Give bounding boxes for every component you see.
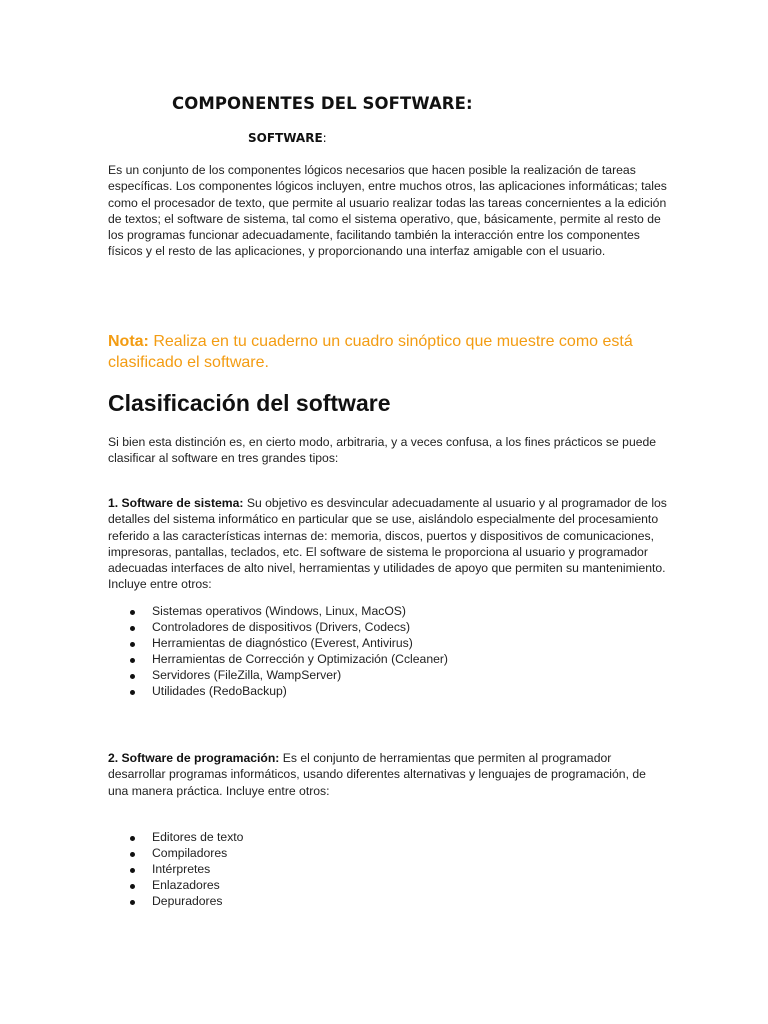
programming-software-paragraph [108, 750, 668, 799]
list-item [130, 636, 448, 652]
subtitle-label: SOFTWARE [248, 131, 323, 145]
list-item [130, 830, 243, 846]
list-item-text: Controladores de dispositivos (Drivers, Codecs) [152, 619, 411, 634]
list-item [130, 878, 243, 894]
system-software-text: Su objetivo es desvincular adecuadamente al usuario y al programador de los detalles del sistema informático en particular que se use, aislándolo especialmente del procesamiento referido a las características internas de: memoria, discos, puertos y dispositivos de comunicaciones, impresoras, pantallas, teclados, etc. El software de sistema le proporciona al usuario y programador adecuadas interfaces de alto nivel, herramientas y utilidades de apoyo que permiten su mantenimiento. Incluye entre otros: [108, 496, 667, 592]
note-paragraph [108, 332, 668, 373]
bullet-icon [130, 674, 135, 679]
system-software-paragraph [108, 495, 668, 593]
list-item [130, 862, 243, 878]
subtitle-colon: : [322, 131, 327, 145]
list-item-text: Herramientas de Corrección y Optimización (Ccleaner) [152, 651, 448, 666]
list-item-text: Sistemas operativos (Windows, Linux, MacOS) [152, 604, 406, 618]
list-item [130, 652, 448, 668]
bullet-icon [130, 852, 135, 857]
list-item-text: Compiladores [152, 845, 228, 860]
bullet-icon [130, 900, 135, 905]
bullet-icon [130, 610, 135, 615]
programming-software-text: Es el conjunto de herramientas que permiten al programador desarrollar programas informáticos, usando diferentes alternativas y lenguajes de programación, de una manera práctica. Incluye entre otros: [108, 751, 646, 798]
document-title: COMPONENTES DEL SOFTWARE: [172, 94, 473, 113]
bullet-icon [130, 836, 135, 841]
bullet-icon [130, 626, 135, 631]
section-heading: Clasificación del software [108, 390, 391, 416]
list-item-text: Depuradores [152, 893, 223, 908]
system-software-list [130, 604, 448, 699]
list-item [130, 604, 448, 620]
note-label: Nota: [108, 333, 149, 350]
bullet-icon [130, 868, 135, 873]
list-item [130, 894, 243, 910]
list-item-text: Utilidades (RedoBackup) [152, 683, 287, 698]
list-item [130, 846, 243, 862]
list-item [130, 668, 448, 684]
note-text: Realiza en tu cuaderno un cuadro sinóptico que muestre como está clasificado el software. [108, 333, 633, 371]
list-item-text: Servidores (FileZilla, WampServer) [152, 667, 342, 682]
list-item-text: Herramientas de diagnóstico (Everest, Antivirus) [152, 635, 413, 650]
classification-intro: Si bien esta distinción es, en cierto modo, arbitraria, y a veces confusa, a los fines prácticos se puede clasificar al software en tres grandes tipos: [108, 435, 657, 466]
bullet-icon [130, 690, 135, 695]
system-software-label: 1. Software de sistema: [108, 496, 244, 510]
intro-paragraph: Es un conjunto de los componentes lógicos necesarios que hacen posible la realización de tareas específicas. Los componentes lógicos incluyen, entre muchos otros, las aplicaciones informáticas; tales como el procesador de texto, que permite al usuario realizar todas las tareas concernientes a la edición de textos; el software de sistema, tal como el sistema operativo, que, básicamente, permite al resto de los programas funcionar adecuadamente, facilitando también la interacción entre los componentes físicos y el resto de las aplicaciones, y proporcionando una interfaz amigable con el usuario. [108, 163, 667, 259]
programming-software-list [130, 830, 243, 910]
list-item-text: Intérpretes [152, 861, 211, 876]
software-subtitle [248, 131, 327, 145]
programming-software-label: 2. Software de programación: [108, 751, 280, 765]
bullet-icon [130, 658, 135, 663]
list-item-text: Enlazadores [152, 877, 220, 892]
bullet-icon [130, 642, 135, 647]
bullet-icon [130, 884, 135, 889]
list-item-text: Editores de texto [152, 830, 244, 844]
list-item [130, 684, 448, 700]
list-item [130, 620, 448, 636]
